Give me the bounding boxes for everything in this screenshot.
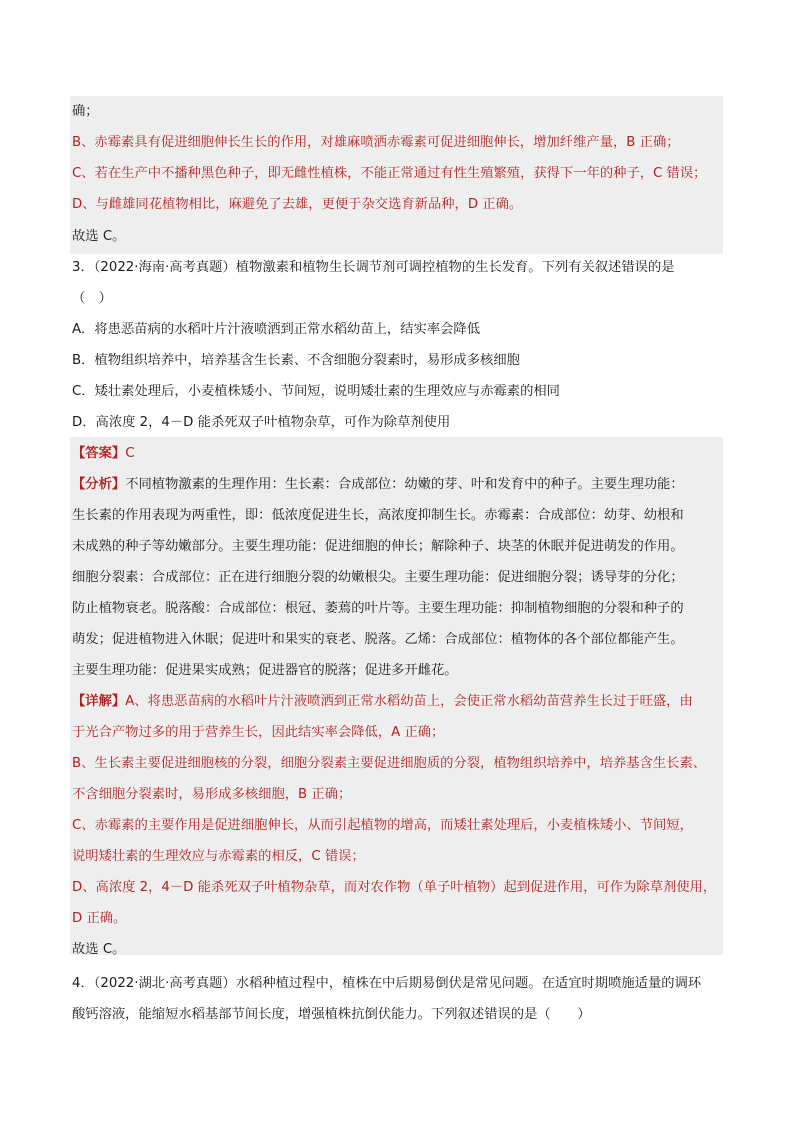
q3-analysis-line: 细胞分裂素：合成部位：正在进行细胞分裂的幼嫩根尖。主要生理功能：促进细胞分裂；诱导芽的分化； [72,570,684,585]
q4-stem: 酸钙溶液，能缩短水稻基部节间长度，增强植株抗倒伏能力。下列叙述错误的是（ ） [72,1007,591,1022]
q3-stem: 3．（2022·海南·高考真题）植物激素和植物生长调节剂可调控植物的生长发育。下列有关叙述错误的是 [72,260,675,275]
q3-detail-line: D、高浓度 2，4－D 能杀死双子叶植物杂草，而对农作物（单子叶植物）起到促进作用，可作为除草剂使用， [72,880,717,895]
q3-analysis-line: 未成熟的种子等幼嫩部分。主要生理功能：促进细胞的伸长；解除种子、块茎的休眠并促进萌发的作用。 [72,539,684,554]
prev-answer-line: D、与雌雄同花植物相比，麻避免了去雄，更便于杂交选育新品种，D 正确。 [72,197,523,212]
answer-tag: 【答案】 [72,446,126,461]
q3-detail-line: C、赤霉素的主要作用是促进细胞伸长，从而引起植物的增高，而矮壮素处理后，小麦植株矮小、节间短， [72,818,693,833]
analysis-text: 不同植物激素的生理作用：生长素：合成部位：幼嫩的芽、叶和发育中的种子。主要生理功能： [125,477,684,492]
detail-tag: 【详解】 [72,694,126,709]
q3-analysis-line: 主要生理功能：促进果实成熟；促进器官的脱落；促进多开雌花。 [72,663,458,678]
detail-text: A、将患恶苗病的水稻叶片汁液喷洒到正常水稻幼苗上，会使正常水稻幼苗营养生长过于旺盛，由 [125,694,693,709]
q3-stem-blank: （ ） [72,291,112,306]
q3-answer [72,445,134,463]
q3-detail-line: D 正确。 [72,911,127,926]
q3-option-a: A．将患恶苗病的水稻叶片汁液喷洒到正常水稻幼苗上，结实率会降低 [72,322,481,337]
q4-stem: 4．（2022·湖北·高考真题）水稻种植过程中，植株在中后期易倒伏是常见问题。在适宜时期喷施适量的调环 [72,976,702,991]
q3-detail-line: 于光合产物过多的用于营养生长，因此结实率会降低，A 正确； [72,725,445,740]
q3-detail-line [72,693,693,711]
prev-answer-conclusion: 故选 C。 [72,229,126,244]
q3-analysis-line [72,476,684,494]
q3-option-d: D．高浓度 2，4－D 能杀死双子叶植物杂草，可作为除草剂使用 [72,415,451,430]
q3-option-c: C．矮壮素处理后，小麦植株矮小、节间短，说明矮壮素的生理效应与赤霉素的相同 [72,384,560,399]
prev-answer-line: 确； [72,104,99,119]
prev-answer-line: C、若在生产中不播种黑色种子，即无雌性植株，不能正常通过有性生殖繁殖，获得下一年的种子，C 错误； [72,166,707,181]
q3-detail-line: B、生长素主要促进细胞核的分裂，细胞分裂素主要促进细胞质的分裂，植物组织培养中，培养基含生长素、 [72,756,707,771]
analysis-tag: 【分析】 [72,477,126,492]
q3-analysis-line: 萌发；促进植物进入休眠；促进叶和果实的衰老、脱落。乙烯：合成部位：植物体的各个部位都能产生。 [72,632,684,647]
answer-value: C [125,446,135,461]
q3-analysis-line: 生长素的作用表现为两重性，即：低浓度促进生长，高浓度抑制生长。赤霉素：合成部位：幼芽、幼根和 [72,508,684,523]
q3-detail-line: 说明矮壮素的生理效应与赤霉素的相反，C 错误； [72,849,365,864]
q3-analysis-line: 防止植物衰老。脱落酸：合成部位：根冠、萎蔫的叶片等。主要生理功能：抑制植物细胞的分裂和种子的 [72,601,684,616]
prev-answer-line: B、赤霉素具有促进细胞伸长生长的作用，对雄麻喷洒赤霉素可促进细胞伸长，增加纤维产量，B 正确； [72,135,680,150]
q3-option-b: B．植物组织培养中，培养基含生长素、不含细胞分裂素时，易形成多核细胞 [72,353,520,368]
q3-detail-line: 不含细胞分裂素时，易形成多核细胞，B 正确； [72,787,352,802]
q3-conclusion: 故选 C。 [72,942,126,957]
